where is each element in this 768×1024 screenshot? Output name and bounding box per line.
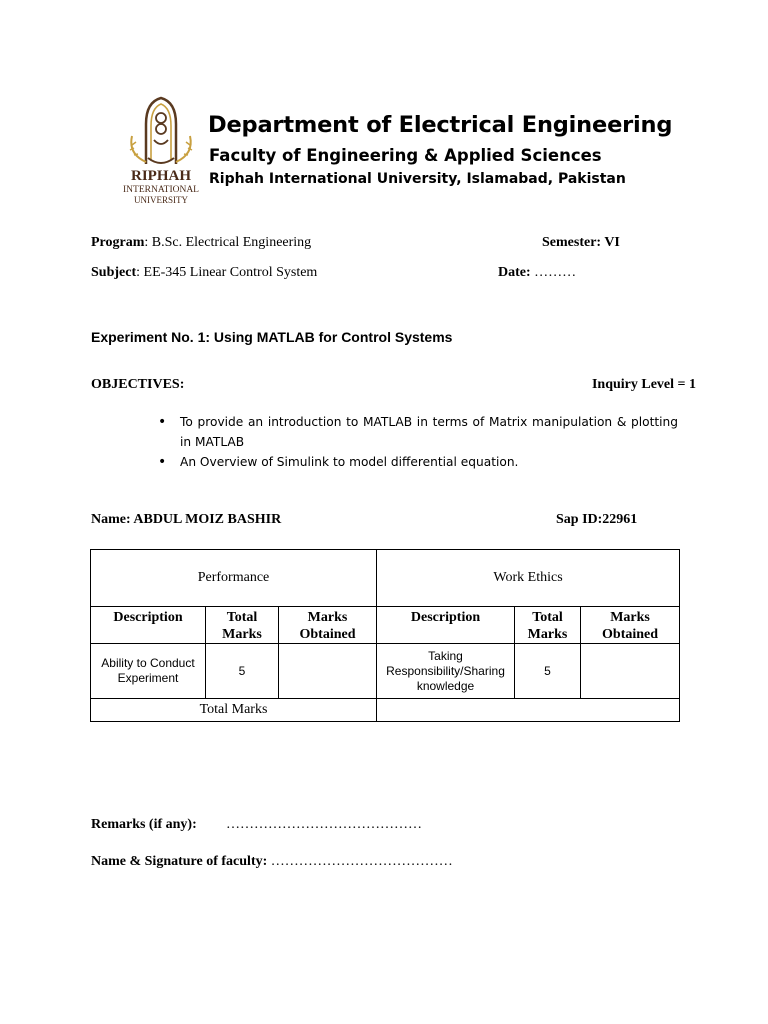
table-cell-description: Taking Responsibility/Sharing knowledge: [377, 644, 515, 699]
logo-subtitle-1: INTERNATIONAL: [123, 185, 199, 195]
table-cell-marks-obtained[interactable]: [279, 644, 377, 699]
subject-value: : EE-345 Linear Control System: [136, 265, 318, 280]
remarks-field[interactable]: ……………………………………: [226, 817, 422, 832]
column-header-marks-obtained: Marks Obtained: [581, 607, 680, 644]
subject-label: Subject: [91, 265, 137, 280]
column-header-total-marks: Total Marks: [206, 607, 279, 644]
table-row: [91, 644, 680, 699]
bullet-icon: •: [158, 414, 167, 430]
column-header-description: Description: [377, 607, 515, 644]
logo-subtitle-2: UNIVERSITY: [134, 195, 188, 205]
inquiry-level: Inquiry Level = 1: [591, 377, 696, 392]
table-cell-marks-obtained[interactable]: [581, 644, 680, 699]
subject-line: [91, 265, 317, 281]
table-cell-total-marks: 5: [515, 644, 581, 699]
work-ethics-header: Work Ethics: [377, 550, 680, 607]
table-row: [91, 699, 680, 722]
objectives-heading: OBJECTIVES:: [91, 377, 185, 392]
department-title: Department of Electrical Engineering: [208, 112, 673, 138]
signature-label: Name & Signature of faculty:: [91, 854, 268, 869]
date-line: [498, 265, 576, 281]
program-label: Program: [91, 235, 145, 250]
program-line: [91, 235, 311, 251]
table-row: [91, 550, 680, 607]
university-logo: [118, 96, 204, 208]
column-header-marks-obtained: Marks Obtained: [279, 607, 377, 644]
total-marks-label: Total Marks: [91, 699, 377, 722]
remarks-label: Remarks (if any):: [91, 817, 197, 832]
date-value: ………: [530, 265, 577, 280]
total-marks-value[interactable]: [377, 699, 680, 722]
program-value: : B.Sc. Electrical Engineering: [144, 235, 312, 250]
sap-id: Sap ID:22961: [556, 512, 638, 527]
objective-text: An Overview of Simulink to model differential equation.: [180, 455, 519, 469]
experiment-title: Experiment No. 1: Using MATLAB for Control Systems: [91, 329, 453, 345]
list-item: [158, 412, 678, 452]
faculty-title: Faculty of Engineering & Applied Sciences: [209, 146, 602, 165]
student-name: Name: ABDUL MOIZ BASHIR: [91, 512, 282, 527]
column-header-total-marks: Total Marks: [515, 607, 581, 644]
bullet-icon: •: [158, 454, 167, 470]
marks-table: [90, 549, 680, 722]
performance-header: Performance: [91, 550, 377, 607]
table-cell-total-marks: 5: [206, 644, 279, 699]
date-label: Date:: [498, 265, 531, 280]
objectives-list: [158, 412, 678, 472]
university-title: Riphah International University, Islamabad, Pakistan: [209, 171, 626, 187]
semester-label: Semester: VI: [542, 235, 620, 250]
table-cell-description: Ability to Conduct Experiment: [91, 644, 206, 699]
logo-name: RIPHAH: [131, 168, 191, 184]
list-item: [158, 452, 678, 472]
signature-field[interactable]: …………………………………: [267, 854, 453, 869]
logo-emblem-icon: [118, 96, 204, 168]
table-row: [91, 607, 680, 644]
objective-text: To provide an introduction to MATLAB in terms of Matrix manipulation & plotting in MATLAB: [180, 415, 678, 449]
signature-line: [91, 854, 453, 870]
column-header-description: Description: [91, 607, 206, 644]
